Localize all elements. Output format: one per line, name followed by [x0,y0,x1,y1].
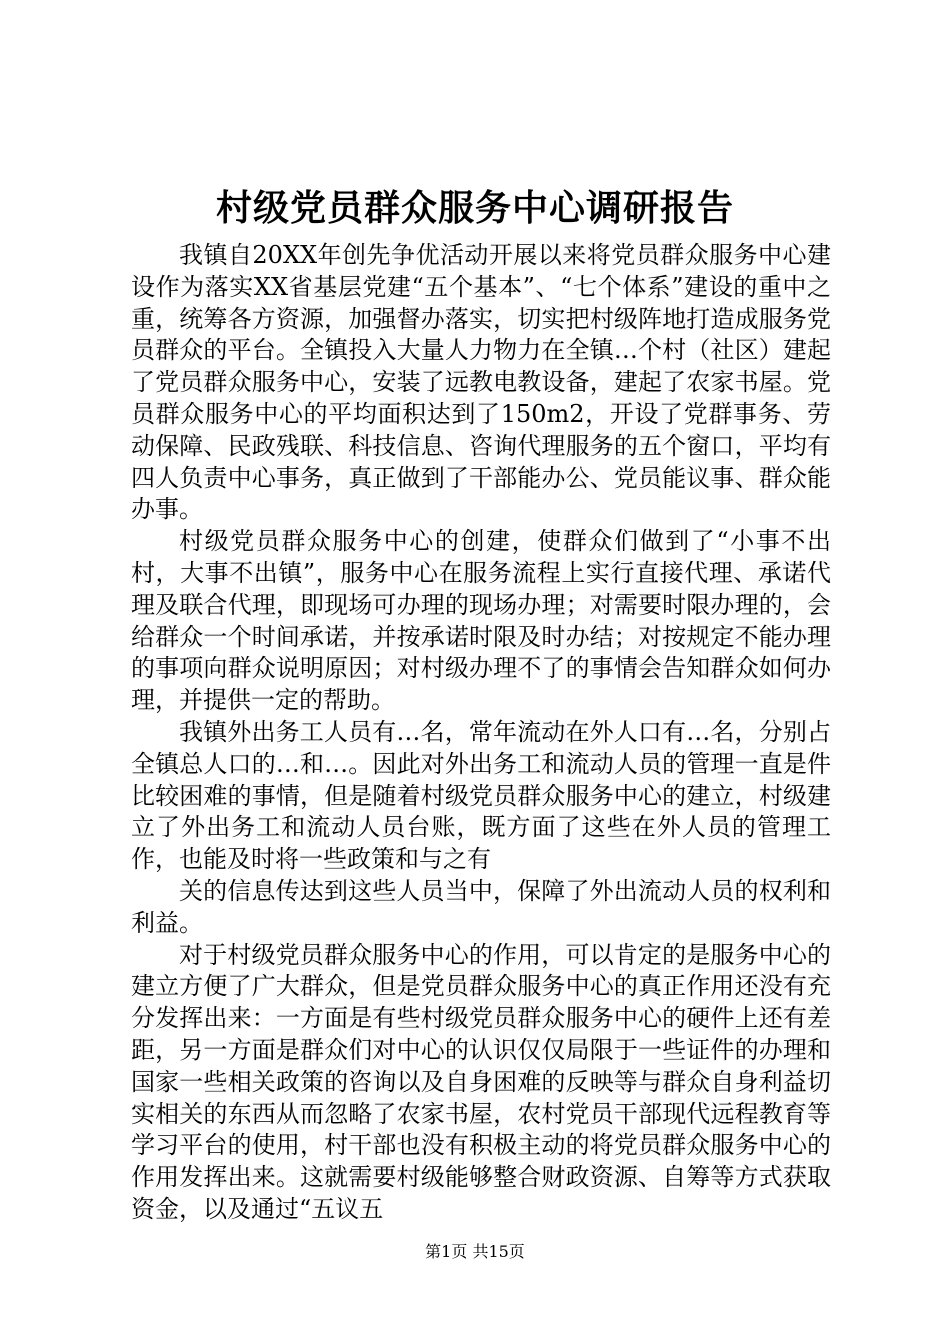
document-title: 村级党员群众服务中心调研报告 [215,187,734,229]
paragraph: 关的信息传达到这些人员当中，保障了外出流动人员的权利和利益。 [131,876,831,937]
paragraph: 我镇自20XX年创先争优活动开展以来将党员群众服务中心建设作为落实XX省基层党建“五个基本”、“七个体系”建设的重中之重，统筹各方资源，加强督办落实，切实把村级阵地打造成服务党员群众的平台。全镇投入大量人力物力在全镇…个村（社区）建起了党员群众服务中心，安装了远教电教设备，建起了农家书屋。党员群众服务中心的平均面积达到了150m2，开设了党群事务、劳动保障、民政残联、科技信息、咨询代理服务的五个窗口，平均有四人负责中心事务，真正做到了干部能办公、党员能议事、群众能办事。 [131,241,831,524]
paragraph: 我镇外出务工人员有…名，常年流动在外人口有…名，分别占全镇总人口的…和…。因此对外出务工和流动人员的管理一直是件比较困难的事情，但是随着村级党员群众服务中心的建立，村级建立了外出务工和流动人员台账，既方面了这些在外人员的管理工作，也能及时将一些政策和与之有 [131,717,831,874]
paragraph: 村级党员群众服务中心的创建，使群众们做到了“小事不出村，大事不出镇”，服务中心在服务流程上实行直接代理、承诺代理及联合代理，即现场可办理的现场办理；对需要时限办理的，会给群众一个时间承诺，并按承诺时限及时办结；对按规定不能办理的事项向群众说明原因；对村级办理不了的事情会告知群众如何办理，并提供一定的帮助。 [131,527,831,715]
paragraph: 对于村级党员群众服务中心的作用，可以肯定的是服务中心的建立方便了广大群众，但是党员群众服务中心的真正作用还没有充分发挥出来：一方面是有些村级党员群众服务中心的硬件上还有差距，另一方面是群众们对中心的认识仅仅局限于一些证件的办理和国家一些相关政策的咨询以及自身困难的反映等与群众自身利益切实相关的东西从而忽略了农家书屋，农村党员干部现代远程教育等学习平台的使用，村干部也没有积极主动的将党员群众服务中心的作用发挥出来。这就需要村级能够整合财政资源、自筹等方式获取资金，以及通过“五议五 [131,940,831,1223]
document-body [131,240,831,1226]
page-footer: 第1页 共15页 [425,1242,525,1261]
